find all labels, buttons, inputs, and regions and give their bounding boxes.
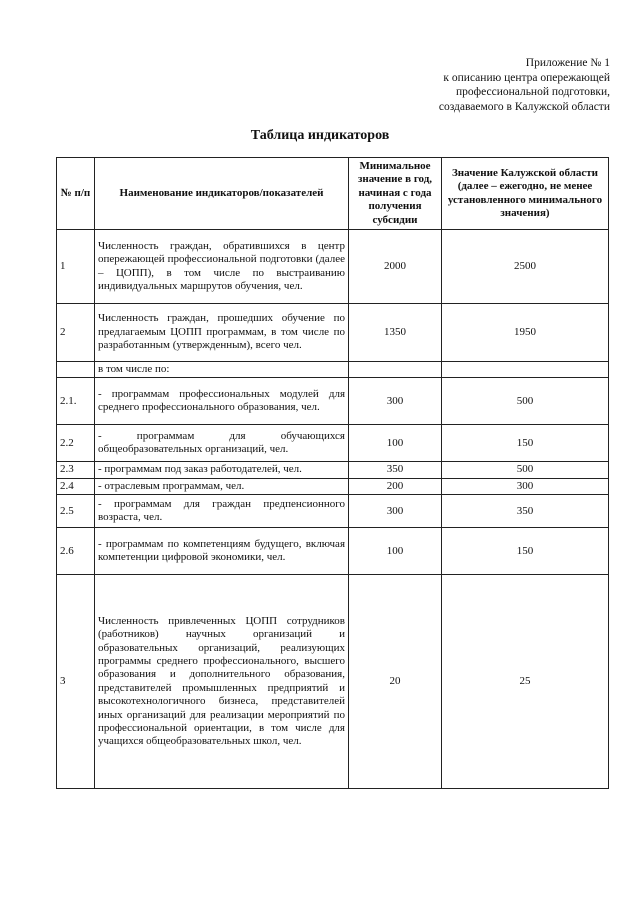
annex-line-4: создаваемого в Калужской области [438,100,610,113]
row-kaluga: 150 [442,528,609,575]
row-name: Численность граждан, обратившихся в центр опережающей профессиональной подготовки (далее – ЦОПП), в том числе по выстраиванию индивидуальных маршрутов обучения, чел. [95,230,349,304]
row-min: 300 [349,495,442,528]
row-kaluga: 500 [442,462,609,478]
table-row [57,528,609,575]
row-num: 2.3 [57,462,95,478]
row-name: - отраслевым программам, чел. [95,478,349,494]
table-row [57,495,609,528]
annex-header [280,56,610,114]
row-num: 1 [57,230,95,304]
table-row [57,575,609,789]
row-name: - программам под заказ работодателей, чел. [95,462,349,478]
row-min: 20 [349,575,442,789]
row-name: - программам для обучающихся общеобразовательных организаций, чел. [95,425,349,462]
row-kaluga [442,362,609,378]
row-kaluga: 150 [442,425,609,462]
row-num [57,362,95,378]
row-name: - программам для граждан предпенсионного возраста, чел. [95,495,349,528]
table-header-row [57,158,609,230]
table-row [57,378,609,425]
row-min: 100 [349,528,442,575]
row-name: - программам по компетенциям будущего, включая компетенции цифровой экономики, чел. [95,528,349,575]
row-kaluga: 25 [442,575,609,789]
row-kaluga: 350 [442,495,609,528]
row-min: 100 [349,425,442,462]
table-row [57,230,609,304]
table-row [57,478,609,494]
row-min: 300 [349,378,442,425]
annex-line-3: профессиональной подготовки, [455,86,610,98]
row-min [349,362,442,378]
header-name: Наименование индикаторов/показателей [95,158,349,230]
row-num: 2.2 [57,425,95,462]
row-min: 350 [349,462,442,478]
row-kaluga: 1950 [442,304,609,362]
header-kaluga: Значение Калужской области (далее – ежегодно, не менее установленного минимального значения) [442,158,609,230]
row-name: Численность привлеченных ЦОПП сотрудников (работников) научных организаций и образовательных организаций, реализующих программы среднего профессионального, высшего образования и дополнительного образования, представителей промышленных предприятий и высокотехнологичного бизнеса, представителей иных организаций для реализации мероприятий по профессиональной ориентации, в том числе для учащихся общеобразовательных школ, чел. [95,575,349,789]
row-name: в том числе по: [95,362,349,378]
table-row [57,362,609,378]
row-min: 2000 [349,230,442,304]
indicators-table [56,157,609,789]
row-num: 2.5 [57,495,95,528]
row-num: 3 [57,575,95,789]
row-name: - программам профессиональных модулей для среднего профессионального образования, чел. [95,378,349,425]
table-row [57,462,609,478]
row-num: 2 [57,304,95,362]
row-name: Численность граждан, прошедших обучение по предлагаемым ЦОПП программам, в том числе по разработанным (утвержденным), всего чел. [95,304,349,362]
header-min: Минимальное значение в год, начиная с года получения субсидии [349,158,442,230]
row-num: 2.1. [57,378,95,425]
row-kaluga: 2500 [442,230,609,304]
row-kaluga: 500 [442,378,609,425]
annex-line-2: к описанию центра опережающей [443,71,610,84]
table-row [57,304,609,362]
page-title: Таблица индикаторов [250,128,390,143]
row-min: 1350 [349,304,442,362]
header-num: № п/п [57,158,95,230]
annex-line-1: Приложение № 1 [525,57,610,69]
row-min: 200 [349,478,442,494]
row-kaluga: 300 [442,478,609,494]
row-num: 2.6 [57,528,95,575]
table-row [57,425,609,462]
row-num: 2.4 [57,478,95,494]
